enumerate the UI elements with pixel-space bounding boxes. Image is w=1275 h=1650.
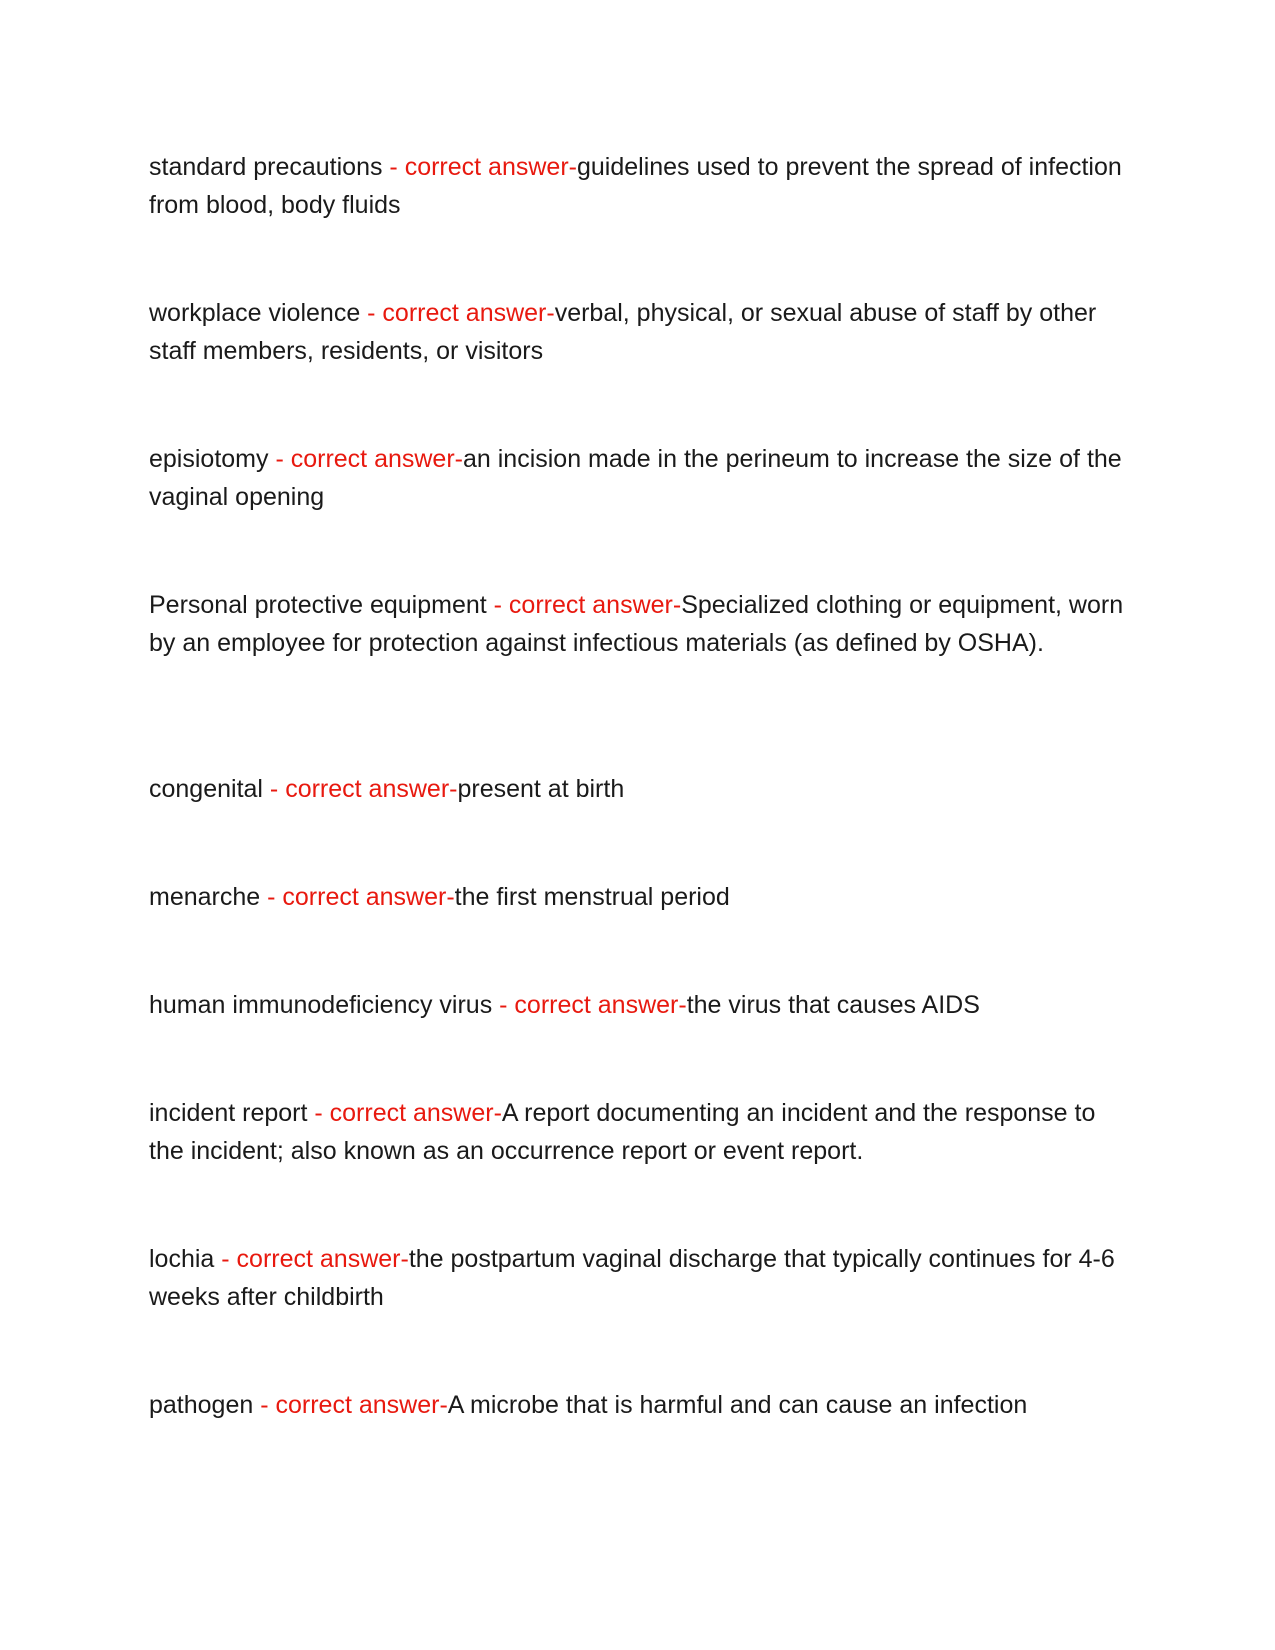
definition: the virus that causes AIDS [686, 991, 980, 1019]
term: episiotomy [149, 445, 269, 473]
flashcard-entry [149, 878, 1134, 916]
term: congenital [149, 775, 263, 803]
term: pathogen [149, 1391, 254, 1419]
answer-separator: - correct answer- [268, 445, 463, 473]
definition: an incision made in the perineum to increase the size of the vaginal opening [149, 445, 1122, 511]
flashcard-entry [149, 1386, 1134, 1424]
flashcard-entry [149, 986, 1134, 1024]
definition: guidelines used to prevent the spread of infection from blood, body fluids [149, 153, 1122, 219]
answer-separator: - correct answer- [382, 153, 577, 181]
definition: A report documenting an incident and the response to the incident; also known as an occurrence report or event report. [149, 1099, 1096, 1165]
answer-separator: - correct answer- [307, 1099, 502, 1127]
answer-separator: - correct answer- [214, 1245, 409, 1273]
flashcard-entry [149, 1240, 1134, 1316]
flashcard-entry [149, 440, 1134, 516]
definition: A microbe that is harmful and can cause an infection [447, 1391, 1028, 1419]
term: Personal protective equipment [149, 591, 487, 619]
answer-separator: - correct answer- [253, 1391, 448, 1419]
term: menarche [149, 883, 261, 911]
flashcard-entry [149, 586, 1134, 662]
definition: Specialized clothing or equipment, worn by an employee for protection against infectious materials (as defined by OSHA). [149, 591, 1124, 657]
term: workplace violence [149, 299, 361, 327]
definition: present at birth [457, 775, 625, 803]
flashcard-entry [149, 770, 1134, 808]
flashcard-entry [149, 1094, 1134, 1170]
flashcard-entry [149, 148, 1134, 224]
term: lochia [149, 1245, 215, 1273]
answer-separator: - correct answer- [260, 883, 455, 911]
definition: the first menstrual period [454, 883, 730, 911]
definition: the postpartum vaginal discharge that typically continues for 4-6 weeks after childbirth [149, 1245, 1115, 1311]
term: human immunodeficiency virus [149, 991, 493, 1019]
answer-separator: - correct answer- [262, 775, 458, 803]
answer-separator: - correct answer- [486, 591, 682, 619]
term: incident report [149, 1099, 308, 1127]
answer-separator: - correct answer- [360, 299, 555, 327]
answer-separator: - correct answer- [492, 991, 687, 1019]
flashcard-entry [149, 294, 1134, 370]
term: standard precautions [149, 153, 383, 181]
definition: verbal, physical, or sexual abuse of staff by other staff members, residents, or visitors [149, 299, 1097, 365]
